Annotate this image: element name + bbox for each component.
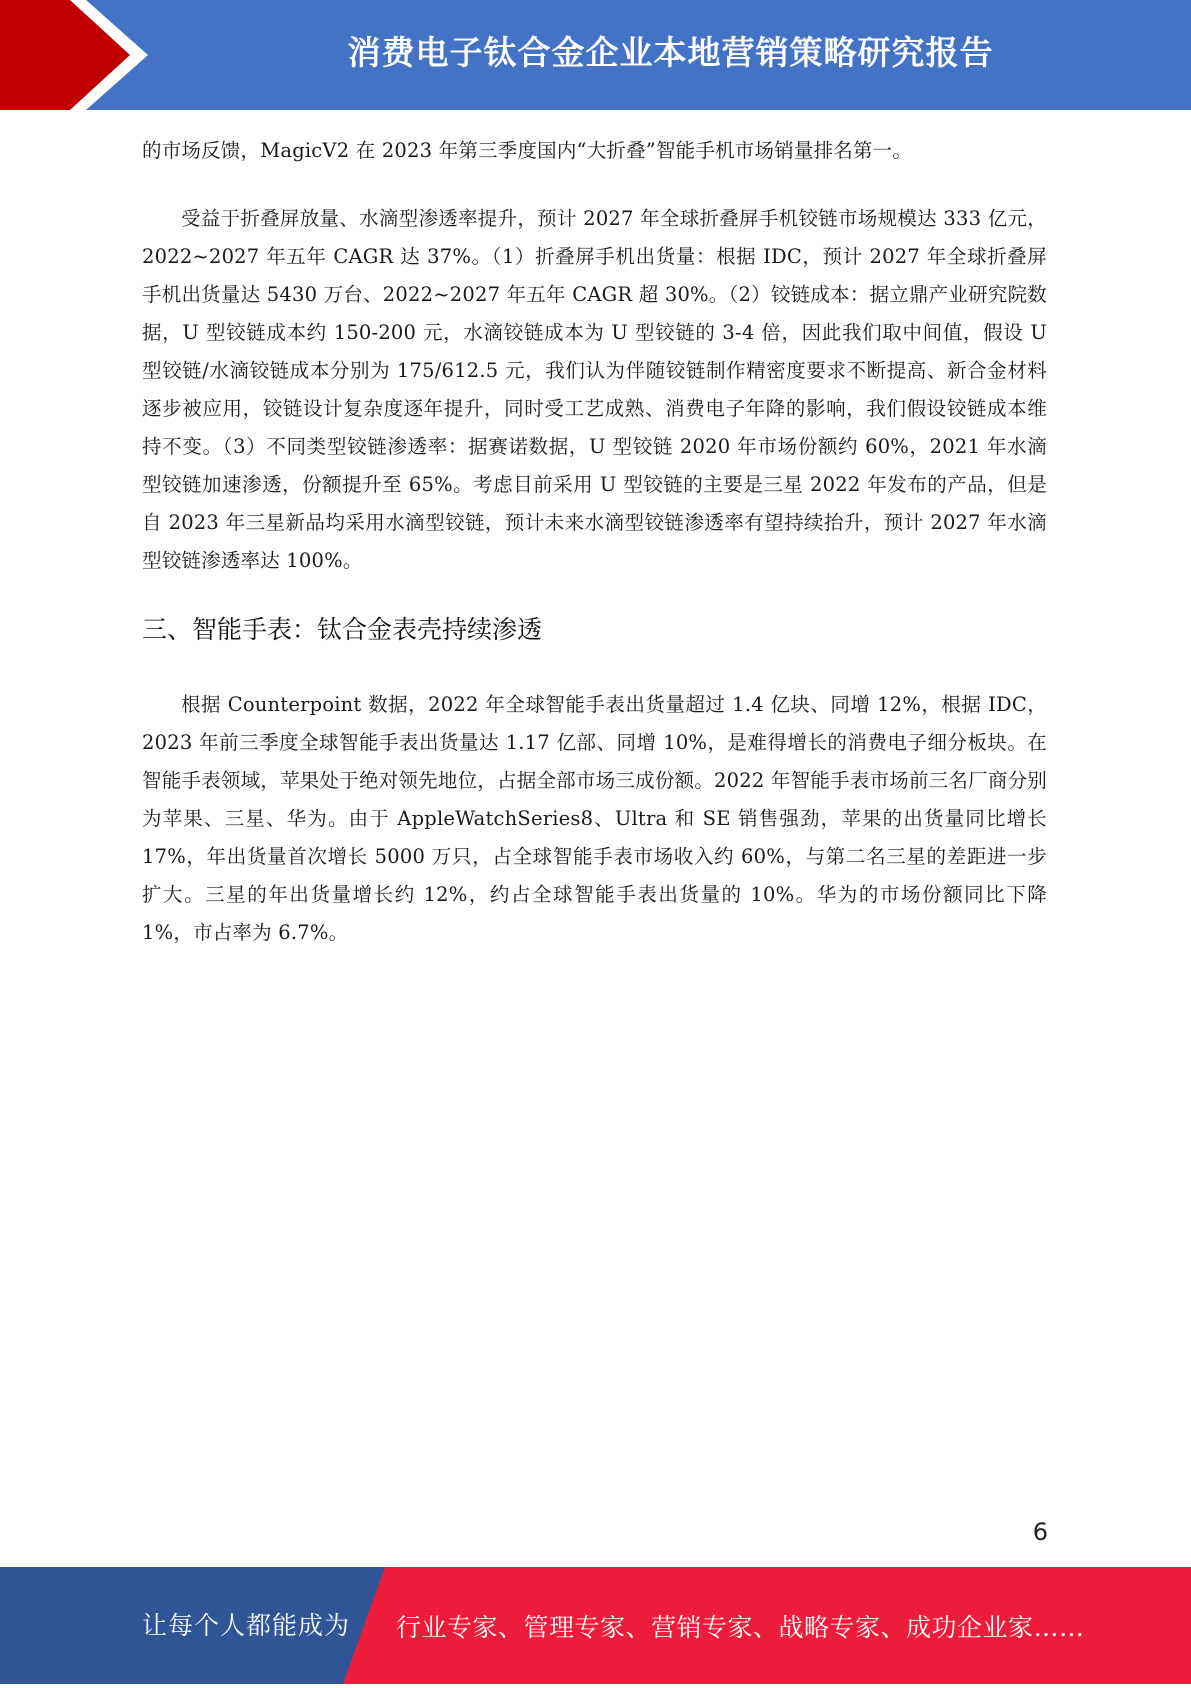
- footer-slogan-right: 行业专家、管理专家、营销专家、战略专家、成功企业家……: [396, 1613, 1085, 1642]
- document-body: [142, 132, 1047, 952]
- paragraph-smartwatch-market: 根据 Counterpoint 数据，2022 年全球智能手表出货量超过 1.4 亿块、同增 12%，根据 IDC，2023 年前三季度全球智能手表出货量达 1.17 亿部、同增 10%，是难得增长的消费电子细分板块。在智能手表领域，苹果处于绝对领先地位，占据全部市场三成份额。2022 年智能手表市场前三名厂商分别为苹果、三星、华为。由于 AppleWatchSeries8、Ultra 和 SE 销售强劲，苹果的出货量同比增长 17%，年出货量首次增长 5000 万只，占全球智能手表市场收入约 60%，与第二名三星的差距进一步扩大。三星的年出货量增长约 12%，约占全球智能手表出货量的 10%。华为的市场份额同比下降 1%，市占率为 6.7%。: [142, 693, 1047, 944]
- document-title: 消费电子钛合金企业本地营销策略研究报告: [347, 33, 994, 72]
- page-number: 6: [1032, 1518, 1048, 1546]
- paragraph-continued: 的市场反馈，MagicV2 在 2023 年第三季度国内“大折叠”智能手机市场销量排名第一。: [142, 139, 913, 162]
- footer-banner: [0, 1567, 1191, 1684]
- section-heading-smartwatch: 三、智能手表：钛合金表壳持续渗透: [142, 615, 543, 644]
- header-banner: [0, 0, 1191, 110]
- footer-slogan-left: 让每个人都能成为: [142, 1611, 351, 1640]
- paragraph-hinge-market: 受益于折叠屏放量、水滴型渗透率提升，预计 2027 年全球折叠屏手机铰链市场规模达 333 亿元，2022~2027 年五年 CAGR 达 37%。（1）折叠屏手机出货量：根据 IDC，预计 2027 年全球折叠屏手机出货量达 5430 万台、2022~2027 年五年 CAGR 超 30%。（2）铰链成本：据立鼎产业研究院数据，U 型铰链成本约 150-200 元，水滴铰链成本为 U 型铰链的 3-4 倍，因此我们取中间值，假设 U 型铰链/水滴铰链成本分别为 175/612.5 元，我们认为伴随铰链制作精密度要求不断提高、新合金材料逐步被应用，铰链设计复杂度逐年提升，同时受工艺成熟、消费电子年降的影响，我们假设铰链成本维持不变。（3）不同类型铰链渗透率：据赛诺数据，U 型铰链 2020 年市场份额约 60%，2021 年水滴型铰链加速渗透，份额提升至 65%。考虑目前采用 U 型铰链的主要是三星 2022 年发布的产品，但是自 2023 年三星新品均采用水滴型铰链，预计未来水滴型铰链渗透率有望持续抬升，预计 2027 年水滴型铰链渗透率达 100%。: [142, 207, 1047, 572]
